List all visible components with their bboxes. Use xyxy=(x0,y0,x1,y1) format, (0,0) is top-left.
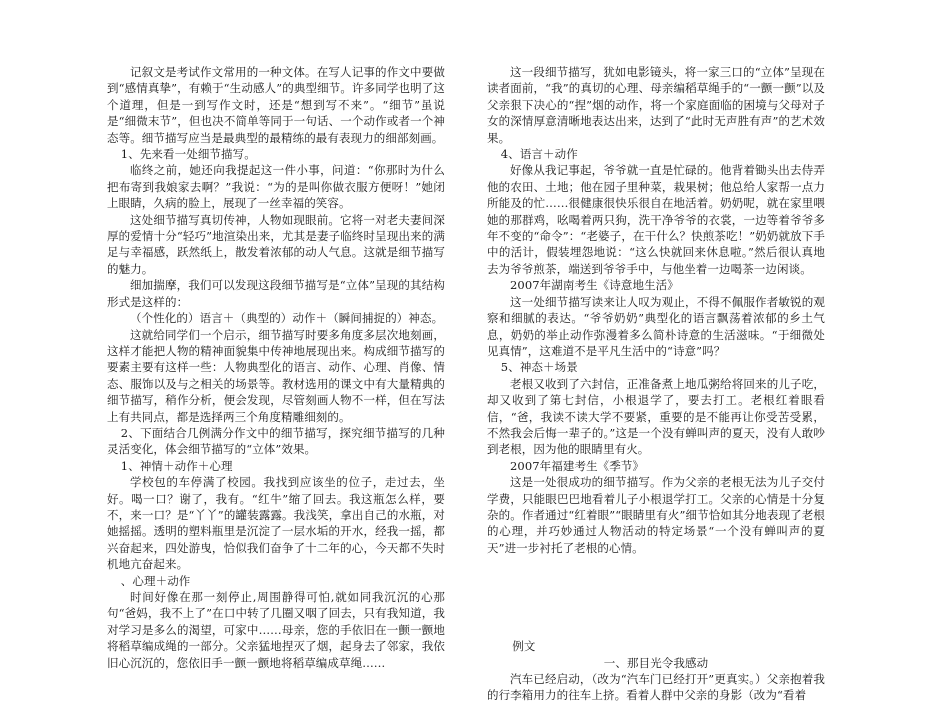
body-paragraph: 汽车已经启动，（改为“汽车门已经打开”更真实。）父亲抱着我的行李箱用力的往车上挤。看着人群中父亲的身影（改为“看着 xyxy=(487,672,825,703)
body-paragraph: 这一处细节描写读来让人叹为观止，不得不佩服作者敏锐的观察和细腻的表达。“爷爷奶奶”典型化的语言飘荡着浓郁的乡土气息，奶奶的举止动作弥漫着多么简朴诗意的生活滋味。“于细微处见真情”，这难道不是平凡生活中的“诗意”吗？ xyxy=(487,294,825,358)
body-paragraph: 临终之前，她还向我提起这一件小事，问道：“你那时为什么把布寄到我娘家去啊？”我说：“为的是叫你做衣服方便呀！”她闭上眼睛，久病的脸上，展现了一丝幸福的笑容。 xyxy=(107,163,445,211)
section-heading: 2、下面结合几例满分作文中的细节描写，探究细节描写的几种灵活变化，体会细节描写的“立体”效果。 xyxy=(107,425,445,457)
body-paragraph: 这是一处很成功的细节描写。作为父亲的老根无法为儿子交付学费，只能眼巴巴地看着儿子小根退学打工。父亲的心情是十分复杂的。作者通过“红着眼”“眼睛里有火”细节恰如其分地表现了老根的心理，并巧妙通过人物活动的特定场景“一个没有蝉叫声的夏天”进一步衬托了老根的心情。 xyxy=(487,475,825,555)
body-paragraph: 这就给同学们一个启示，细节描写时要多角度多层次地刻画，这样才能把人物的精神面貌集中传神地展现出来。构成细节描写的要素主要有这样一些：人物典型化的语言、动作、心理、肖像、情态、服饰以及与之相关的场景等。教材选用的课文中有大量精典的细节描写，稍作分析，便会发现，尽管刻画人物不一样，但在写法上有共同点，都是选择两三个角度精雕细刻的。 xyxy=(107,327,445,424)
body-paragraph: 老根又收到了六封信，正准备煮上地瓜粥给将回来的儿子吃，却又收到了第七封信，小根退学了，要去打工。老根红着眼看信，“爸，我读不读大学不要紧，重要的是不能再让你受苦受累，不然我会后悔一辈子的。”这是一个没有蝉叫声的夏天，没有人敢吵到老根，因为他的眼睛里有火。 xyxy=(487,376,825,457)
section-heading: 1、神情＋动作＋心理 xyxy=(120,458,233,473)
body-paragraph: 这处细节描写真切传神，人物如现眼前。它将一对老夫妻间深厚的爱情十分“轻巧”地渲染出来，尤其是妻子临终时呈现出来的满足与幸福感，跃然纸上，散发着浓郁的动人气息。这就是细节描写的魅力。 xyxy=(107,212,445,276)
left-text-column xyxy=(107,64,445,671)
section-heading: 1、先来看一处细节描写。 xyxy=(120,147,256,162)
body-paragraph: 这一段细节描写，犹如电影镜头，将一家三口的“立体”呈现在读者面前，“我”的真切的心理、母亲编稻草绳手的“一颤一颤”以及父亲狠下决心的“捏”烟的动作，将一个家庭面临的困境与父母对子女的深情厚意清晰地表达出来，达到了“此时无声胜有声”的艺术效果。 xyxy=(487,65,825,145)
section-heading: 5、神态＋场景 xyxy=(500,360,578,375)
section-heading: 、心理＋动作 xyxy=(120,573,191,588)
exam-source-line: 2007年福建考生《季节》 xyxy=(510,458,645,473)
body-paragraph: 记叙文是考试作文常用的一种文体。在写人记事的作文中要做到“感情真挚”，有赖于“生动感人”的典型细节。许多同学也明了这个道理，但是一到写作文时，还是“想到写不来”。“细节”虽说是“细微末节”，但也决不简单等同于一句话、一个动作或者一个神态等。细节描写应当是最典型的最精练的最有表现力的细部刻画。 xyxy=(107,65,445,145)
body-paragraph: 细加揣摩，我们可以发现这段细节描写是“立体”呈现的其结构形式是这样的： xyxy=(107,278,445,309)
body-paragraph: 好像从我记事起，爷爷就一直是忙碌的。他背着锄头出去侍弄他的农田、土地；他在园子里种菜，栽果树；他总给人家帮一点力所能及的忙……很健康很快乐很自在地活着。奶奶呢，就在家里喂她的那群鸡，吆喝着两只狗，洗干净爷爷的衣裳，一边等着爷爷多年不变的“命令”：“老婆子，在干什么？快煎茶吃！”奶奶就放下手中的活计，假装埋怨地说：“这么快就回来休息啦。”然后很认真地去为爷爷煎茶，端送到爷爷手中，与他坐着一边喝茶一边闲谈。 xyxy=(487,163,825,276)
example-label: 例文 xyxy=(512,639,536,654)
example-essay-title: 一、那目光令我感动 xyxy=(603,655,709,670)
section-heading: 4、语言＋动作 xyxy=(500,147,578,162)
body-paragraph: 学校包的车停满了校园。我找到应该坐的位子，走过去，坐好。喝一口？谢了，我有。“红牛”缩了回去。我这瓶怎么样，要不，来一口？是“丫丫”的罐装露露。我浅笑，拿出自己的水瓶，对她摇摇。透明的塑料瓶里是沉淀了一层水垢的开水，经我一摇，都兴奋起来，四处游曳，恰似我们奋争了十二年的心，今天都不失时机地亢奋起来。 xyxy=(107,475,445,572)
exam-source-line: 2007年湖南考生《诗意地生活》 xyxy=(510,278,679,293)
body-paragraph: （个性化的）语言＋（典型的）动作＋（瞬间捕捉的）神态。 xyxy=(130,311,444,326)
right-text-column xyxy=(487,64,825,704)
body-paragraph: 时间好像在那一刻停止,周围静得可怕,就如同我沉沉的心那句“爸妈，我不上了”在口中转了几圈又咽了回去，只有我知道，我对学习是多么的渴望，可家中……母亲，您的手依旧在一颤一颤地将稻草编成绳的一部分。父亲猛地捏灭了烟，起身去了邻家，我依旧心沉沉的，您依旧手一颤一颤地将稻草编成草绳…… xyxy=(107,590,445,670)
